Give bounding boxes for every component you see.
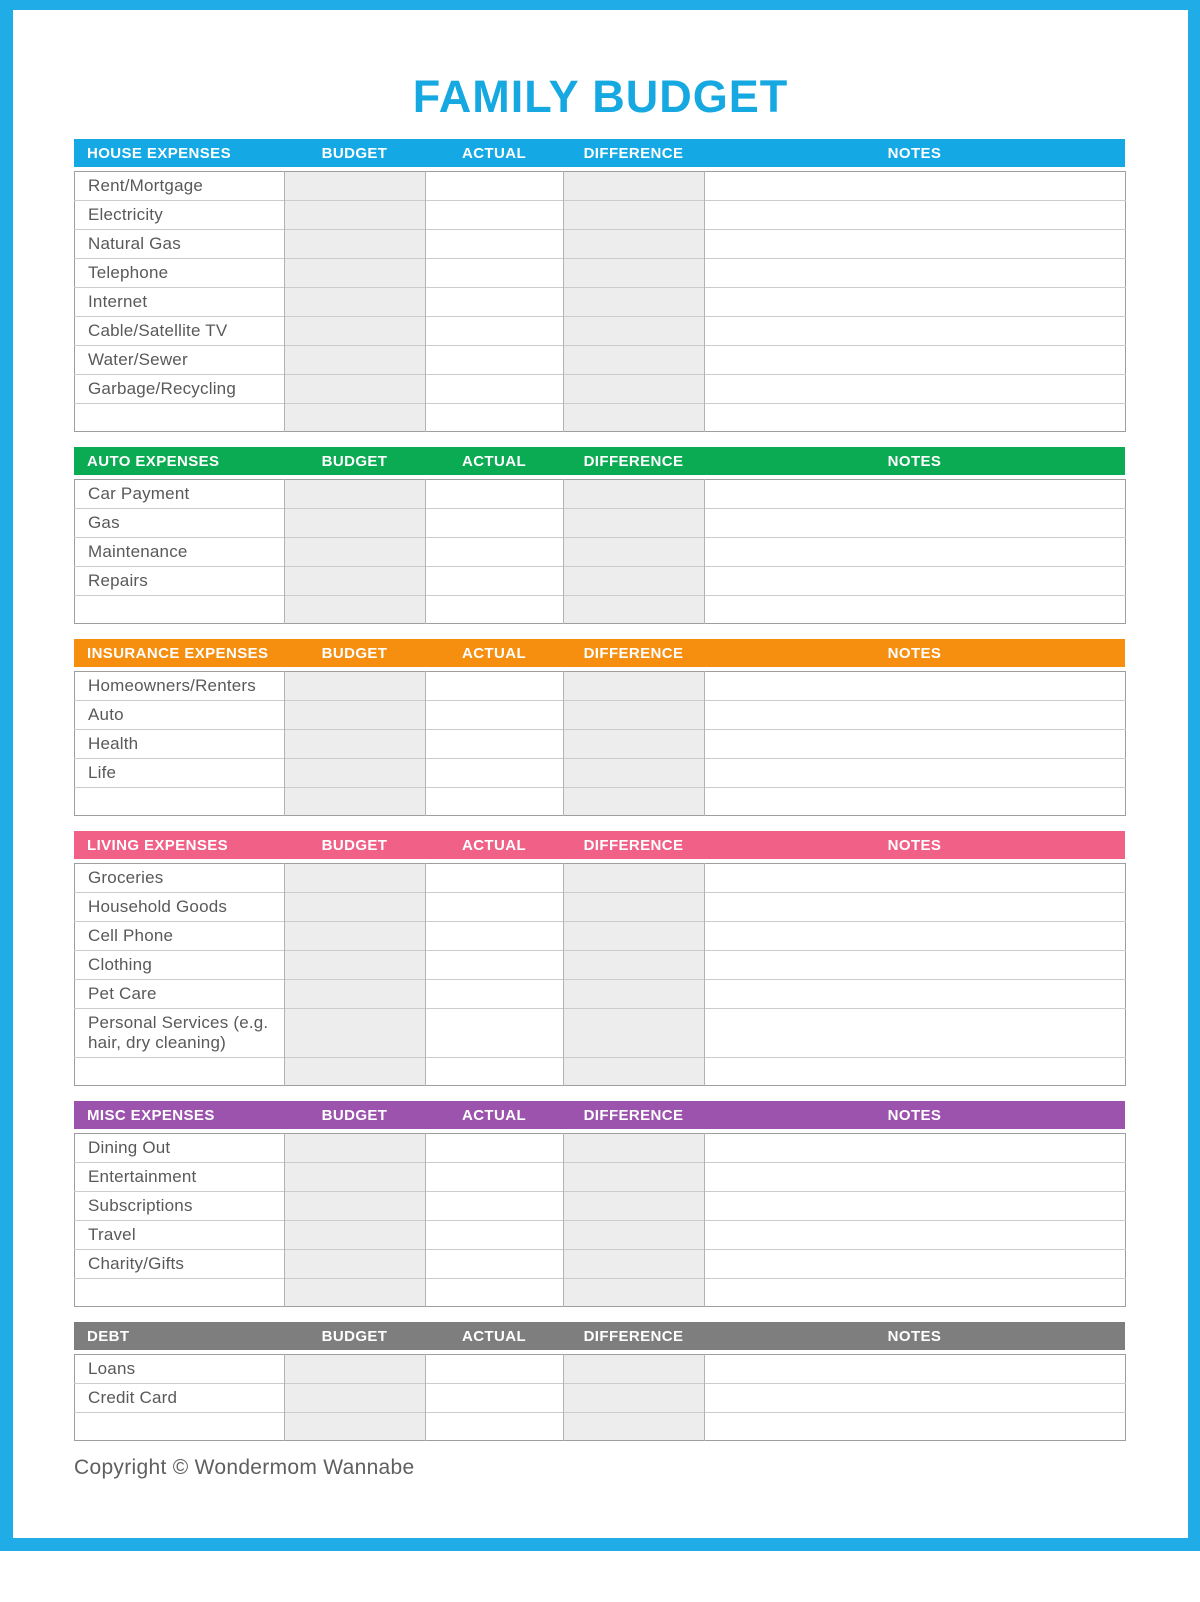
actual-value-cell bbox=[426, 759, 564, 788]
notes-cell bbox=[705, 788, 1126, 816]
expense-row bbox=[75, 538, 1126, 567]
column-header-difference: DIFFERENCE bbox=[583, 1327, 684, 1345]
actual-value-cell bbox=[426, 404, 564, 432]
expense-label-cell: Internet bbox=[75, 288, 285, 317]
expense-label-cell: Rent/Mortgage bbox=[75, 172, 285, 201]
actual-value-cell bbox=[426, 596, 564, 624]
column-header-notes: NOTES bbox=[887, 144, 942, 162]
budget-value-cell bbox=[285, 893, 426, 922]
budget-section-table bbox=[74, 1354, 1126, 1441]
actual-value-cell bbox=[426, 538, 564, 567]
column-header-difference: DIFFERENCE bbox=[583, 144, 684, 162]
budget-value-cell bbox=[285, 172, 426, 201]
expense-label-cell: Cable/Satellite TV bbox=[75, 317, 285, 346]
actual-value-cell bbox=[426, 1221, 564, 1250]
actual-value-cell bbox=[426, 201, 564, 230]
actual-value-cell bbox=[426, 893, 564, 922]
notes-cell bbox=[705, 1192, 1126, 1221]
difference-value-cell bbox=[564, 1009, 705, 1058]
section-title: AUTO EXPENSES bbox=[87, 452, 220, 470]
actual-value-cell bbox=[426, 230, 564, 259]
column-header-budget: BUDGET bbox=[321, 144, 388, 162]
expense-row bbox=[75, 317, 1126, 346]
difference-value-cell bbox=[564, 259, 705, 288]
expense-row bbox=[75, 951, 1126, 980]
expense-row bbox=[75, 1250, 1126, 1279]
expense-row bbox=[75, 1355, 1126, 1384]
notes-cell bbox=[705, 922, 1126, 951]
expense-label-cell: Clothing bbox=[75, 951, 285, 980]
expense-label-cell: Credit Card bbox=[75, 1384, 285, 1413]
notes-cell bbox=[705, 596, 1126, 624]
column-header-notes: NOTES bbox=[887, 452, 942, 470]
notes-cell bbox=[705, 1279, 1126, 1307]
difference-value-cell bbox=[564, 864, 705, 893]
expense-label-cell bbox=[75, 404, 285, 432]
notes-cell bbox=[705, 672, 1126, 701]
column-header-budget: BUDGET bbox=[321, 1327, 388, 1345]
difference-value-cell bbox=[564, 346, 705, 375]
expense-row bbox=[75, 730, 1126, 759]
budget-value-cell bbox=[285, 922, 426, 951]
budget-value-cell bbox=[285, 288, 426, 317]
expense-label-cell: Groceries bbox=[75, 864, 285, 893]
expense-row bbox=[75, 1221, 1126, 1250]
notes-cell bbox=[705, 509, 1126, 538]
section-header-bar bbox=[74, 639, 1125, 667]
difference-value-cell bbox=[564, 509, 705, 538]
expense-label-cell bbox=[75, 1413, 285, 1441]
budget-value-cell bbox=[285, 1384, 426, 1413]
expense-label-cell: Natural Gas bbox=[75, 230, 285, 259]
budget-value-cell bbox=[285, 1279, 426, 1307]
expense-label-cell: Repairs bbox=[75, 567, 285, 596]
budget-value-cell bbox=[285, 1250, 426, 1279]
column-header-notes: NOTES bbox=[887, 836, 942, 854]
budget-section bbox=[74, 1322, 1125, 1441]
difference-value-cell bbox=[564, 759, 705, 788]
difference-value-cell bbox=[564, 980, 705, 1009]
difference-value-cell bbox=[564, 701, 705, 730]
expense-row bbox=[75, 480, 1126, 509]
budget-value-cell bbox=[285, 480, 426, 509]
expense-row bbox=[75, 288, 1126, 317]
budget-value-cell bbox=[285, 1163, 426, 1192]
budget-value-cell bbox=[285, 672, 426, 701]
expense-label-cell: Garbage/Recycling bbox=[75, 375, 285, 404]
difference-value-cell bbox=[564, 1163, 705, 1192]
column-header-actual: ACTUAL bbox=[461, 144, 527, 162]
expense-label-cell: Homeowners/Renters bbox=[75, 672, 285, 701]
expense-label-cell: Life bbox=[75, 759, 285, 788]
notes-cell bbox=[705, 1355, 1126, 1384]
difference-value-cell bbox=[564, 288, 705, 317]
actual-value-cell bbox=[426, 1058, 564, 1086]
expense-row bbox=[75, 1279, 1126, 1307]
expense-label-cell: Entertainment bbox=[75, 1163, 285, 1192]
actual-value-cell bbox=[426, 1250, 564, 1279]
budget-value-cell bbox=[285, 317, 426, 346]
notes-cell bbox=[705, 980, 1126, 1009]
budget-value-cell bbox=[285, 701, 426, 730]
column-header-difference: DIFFERENCE bbox=[583, 836, 684, 854]
budget-value-cell bbox=[285, 1355, 426, 1384]
difference-value-cell bbox=[564, 1221, 705, 1250]
expense-label-cell: Electricity bbox=[75, 201, 285, 230]
notes-cell bbox=[705, 1163, 1126, 1192]
difference-value-cell bbox=[564, 172, 705, 201]
section-title: LIVING EXPENSES bbox=[87, 836, 229, 854]
budget-value-cell bbox=[285, 346, 426, 375]
budget-section-table bbox=[74, 863, 1126, 1086]
budget-value-cell bbox=[285, 1221, 426, 1250]
budget-value-cell bbox=[285, 259, 426, 288]
expense-label-cell: Maintenance bbox=[75, 538, 285, 567]
expense-row bbox=[75, 1009, 1126, 1058]
actual-value-cell bbox=[426, 1384, 564, 1413]
budget-value-cell bbox=[285, 1134, 426, 1163]
column-header-budget: BUDGET bbox=[321, 836, 388, 854]
budget-section-table bbox=[74, 671, 1126, 816]
section-title: INSURANCE EXPENSES bbox=[87, 644, 269, 662]
expense-row bbox=[75, 509, 1126, 538]
notes-cell bbox=[705, 701, 1126, 730]
expense-row bbox=[75, 567, 1126, 596]
expense-label-cell: Charity/Gifts bbox=[75, 1250, 285, 1279]
budget-value-cell bbox=[285, 980, 426, 1009]
column-header-actual: ACTUAL bbox=[461, 836, 527, 854]
actual-value-cell bbox=[426, 172, 564, 201]
expense-row bbox=[75, 1192, 1126, 1221]
column-header-notes: NOTES bbox=[887, 1327, 942, 1345]
budget-value-cell bbox=[285, 1413, 426, 1441]
difference-value-cell bbox=[564, 596, 705, 624]
section-title: MISC EXPENSES bbox=[87, 1106, 215, 1124]
expense-label-cell: Subscriptions bbox=[75, 1192, 285, 1221]
actual-value-cell bbox=[426, 701, 564, 730]
budget-value-cell bbox=[285, 864, 426, 893]
notes-cell bbox=[705, 951, 1126, 980]
actual-value-cell bbox=[426, 1134, 564, 1163]
actual-value-cell bbox=[426, 922, 564, 951]
expense-label-cell: Household Goods bbox=[75, 893, 285, 922]
budget-value-cell bbox=[285, 596, 426, 624]
expense-label-cell: Car Payment bbox=[75, 480, 285, 509]
budget-value-cell bbox=[285, 404, 426, 432]
expense-label-cell: Dining Out bbox=[75, 1134, 285, 1163]
actual-value-cell bbox=[426, 730, 564, 759]
column-header-actual: ACTUAL bbox=[461, 452, 527, 470]
column-header-actual: ACTUAL bbox=[461, 1327, 527, 1345]
difference-value-cell bbox=[564, 1384, 705, 1413]
column-header-difference: DIFFERENCE bbox=[583, 644, 684, 662]
actual-value-cell bbox=[426, 864, 564, 893]
notes-cell bbox=[705, 1134, 1126, 1163]
actual-value-cell bbox=[426, 980, 564, 1009]
expense-row bbox=[75, 230, 1126, 259]
notes-cell bbox=[705, 375, 1126, 404]
actual-value-cell bbox=[426, 509, 564, 538]
difference-value-cell bbox=[564, 1279, 705, 1307]
expense-row bbox=[75, 1134, 1126, 1163]
notes-cell bbox=[705, 404, 1126, 432]
budget-value-cell bbox=[285, 230, 426, 259]
copyright-text: Copyright © Wondermom Wannabe bbox=[74, 1456, 415, 1479]
notes-cell bbox=[705, 317, 1126, 346]
expense-row bbox=[75, 259, 1126, 288]
difference-value-cell bbox=[564, 1058, 705, 1086]
section-header-bar bbox=[74, 447, 1125, 475]
budget-value-cell bbox=[285, 201, 426, 230]
expense-label-cell: Auto bbox=[75, 701, 285, 730]
expense-label-cell: Water/Sewer bbox=[75, 346, 285, 375]
budget-value-cell bbox=[285, 538, 426, 567]
budget-value-cell bbox=[285, 759, 426, 788]
difference-value-cell bbox=[564, 375, 705, 404]
column-header-actual: ACTUAL bbox=[461, 1106, 527, 1124]
expense-row bbox=[75, 893, 1126, 922]
actual-value-cell bbox=[426, 375, 564, 404]
expense-row bbox=[75, 922, 1126, 951]
actual-value-cell bbox=[426, 1009, 564, 1058]
section-header-bar bbox=[74, 139, 1125, 167]
difference-value-cell bbox=[564, 538, 705, 567]
notes-cell bbox=[705, 259, 1126, 288]
actual-value-cell bbox=[426, 1192, 564, 1221]
expense-row bbox=[75, 1163, 1126, 1192]
expense-label-cell: Telephone bbox=[75, 259, 285, 288]
actual-value-cell bbox=[426, 317, 564, 346]
expense-row bbox=[75, 759, 1126, 788]
difference-value-cell bbox=[564, 201, 705, 230]
expense-label-cell: Travel bbox=[75, 1221, 285, 1250]
notes-cell bbox=[705, 346, 1126, 375]
actual-value-cell bbox=[426, 672, 564, 701]
expense-label-cell: Health bbox=[75, 730, 285, 759]
difference-value-cell bbox=[564, 730, 705, 759]
budget-section bbox=[74, 139, 1125, 432]
expense-row bbox=[75, 864, 1126, 893]
notes-cell bbox=[705, 1009, 1126, 1058]
expense-row bbox=[75, 672, 1126, 701]
budget-value-cell bbox=[285, 1009, 426, 1058]
section-header-bar bbox=[74, 1322, 1125, 1350]
actual-value-cell bbox=[426, 1163, 564, 1192]
expense-row bbox=[75, 1058, 1126, 1086]
budget-value-cell bbox=[285, 375, 426, 404]
section-header-bar bbox=[74, 831, 1125, 859]
budget-value-cell bbox=[285, 509, 426, 538]
expense-label-cell bbox=[75, 1058, 285, 1086]
notes-cell bbox=[705, 288, 1126, 317]
budget-section bbox=[74, 639, 1125, 816]
notes-cell bbox=[705, 1250, 1126, 1279]
notes-cell bbox=[705, 730, 1126, 759]
budget-section-table bbox=[74, 479, 1126, 624]
notes-cell bbox=[705, 201, 1126, 230]
page bbox=[13, 71, 1188, 1602]
notes-cell bbox=[705, 538, 1126, 567]
difference-value-cell bbox=[564, 1355, 705, 1384]
budget-value-cell bbox=[285, 1058, 426, 1086]
notes-cell bbox=[705, 759, 1126, 788]
difference-value-cell bbox=[564, 1192, 705, 1221]
budget-value-cell bbox=[285, 1192, 426, 1221]
expense-label-cell bbox=[75, 596, 285, 624]
column-header-budget: BUDGET bbox=[321, 644, 388, 662]
budget-section bbox=[74, 1101, 1125, 1307]
expense-row bbox=[75, 375, 1126, 404]
budget-section-table bbox=[74, 1133, 1126, 1307]
column-header-budget: BUDGET bbox=[321, 452, 388, 470]
expense-row bbox=[75, 596, 1126, 624]
column-header-difference: DIFFERENCE bbox=[583, 1106, 684, 1124]
actual-value-cell bbox=[426, 567, 564, 596]
budget-section bbox=[74, 831, 1125, 1086]
budget-value-cell bbox=[285, 788, 426, 816]
difference-value-cell bbox=[564, 922, 705, 951]
actual-value-cell bbox=[426, 346, 564, 375]
column-header-notes: NOTES bbox=[887, 1106, 942, 1124]
budget-tables bbox=[74, 139, 1125, 1441]
notes-cell bbox=[705, 893, 1126, 922]
notes-cell bbox=[705, 864, 1126, 893]
notes-cell bbox=[705, 230, 1126, 259]
notes-cell bbox=[705, 1221, 1126, 1250]
expense-label-cell bbox=[75, 1279, 285, 1307]
expense-label-cell: Gas bbox=[75, 509, 285, 538]
section-title: DEBT bbox=[87, 1327, 130, 1345]
notes-cell bbox=[705, 1384, 1126, 1413]
actual-value-cell bbox=[426, 951, 564, 980]
expense-label-cell: Pet Care bbox=[75, 980, 285, 1009]
difference-value-cell bbox=[564, 1413, 705, 1441]
difference-value-cell bbox=[564, 788, 705, 816]
column-header-actual: ACTUAL bbox=[461, 644, 527, 662]
notes-cell bbox=[705, 172, 1126, 201]
difference-value-cell bbox=[564, 317, 705, 346]
notes-cell bbox=[705, 567, 1126, 596]
column-header-budget: BUDGET bbox=[321, 1106, 388, 1124]
difference-value-cell bbox=[564, 480, 705, 509]
section-title: HOUSE EXPENSES bbox=[87, 144, 231, 162]
column-header-difference: DIFFERENCE bbox=[583, 452, 684, 470]
expense-row bbox=[75, 701, 1126, 730]
expense-row bbox=[75, 404, 1126, 432]
column-header-notes: NOTES bbox=[887, 644, 942, 662]
expense-row bbox=[75, 346, 1126, 375]
difference-value-cell bbox=[564, 951, 705, 980]
difference-value-cell bbox=[564, 1134, 705, 1163]
expense-label-cell: Loans bbox=[75, 1355, 285, 1384]
budget-value-cell bbox=[285, 951, 426, 980]
actual-value-cell bbox=[426, 288, 564, 317]
actual-value-cell bbox=[426, 788, 564, 816]
expense-row bbox=[75, 201, 1126, 230]
actual-value-cell bbox=[426, 480, 564, 509]
notes-cell bbox=[705, 480, 1126, 509]
budget-value-cell bbox=[285, 567, 426, 596]
expense-row bbox=[75, 1413, 1126, 1441]
expense-label-cell bbox=[75, 788, 285, 816]
actual-value-cell bbox=[426, 1279, 564, 1307]
expense-row bbox=[75, 788, 1126, 816]
expense-row bbox=[75, 172, 1126, 201]
budget-value-cell bbox=[285, 730, 426, 759]
difference-value-cell bbox=[564, 672, 705, 701]
budget-section bbox=[74, 447, 1125, 624]
budget-section-table bbox=[74, 171, 1126, 432]
difference-value-cell bbox=[564, 1250, 705, 1279]
expense-row bbox=[75, 1384, 1126, 1413]
difference-value-cell bbox=[564, 893, 705, 922]
notes-cell bbox=[705, 1413, 1126, 1441]
expense-label-cell: Personal Services (e.g. hair, dry cleaning) bbox=[75, 1009, 285, 1058]
actual-value-cell bbox=[426, 1413, 564, 1441]
difference-value-cell bbox=[564, 404, 705, 432]
section-header-bar bbox=[74, 1101, 1125, 1129]
difference-value-cell bbox=[564, 567, 705, 596]
notes-cell bbox=[705, 1058, 1126, 1086]
expense-label-cell: Cell Phone bbox=[75, 922, 285, 951]
difference-value-cell bbox=[564, 230, 705, 259]
page-title: FAMILY BUDGET bbox=[412, 71, 789, 122]
actual-value-cell bbox=[426, 259, 564, 288]
expense-row bbox=[75, 980, 1126, 1009]
actual-value-cell bbox=[426, 1355, 564, 1384]
